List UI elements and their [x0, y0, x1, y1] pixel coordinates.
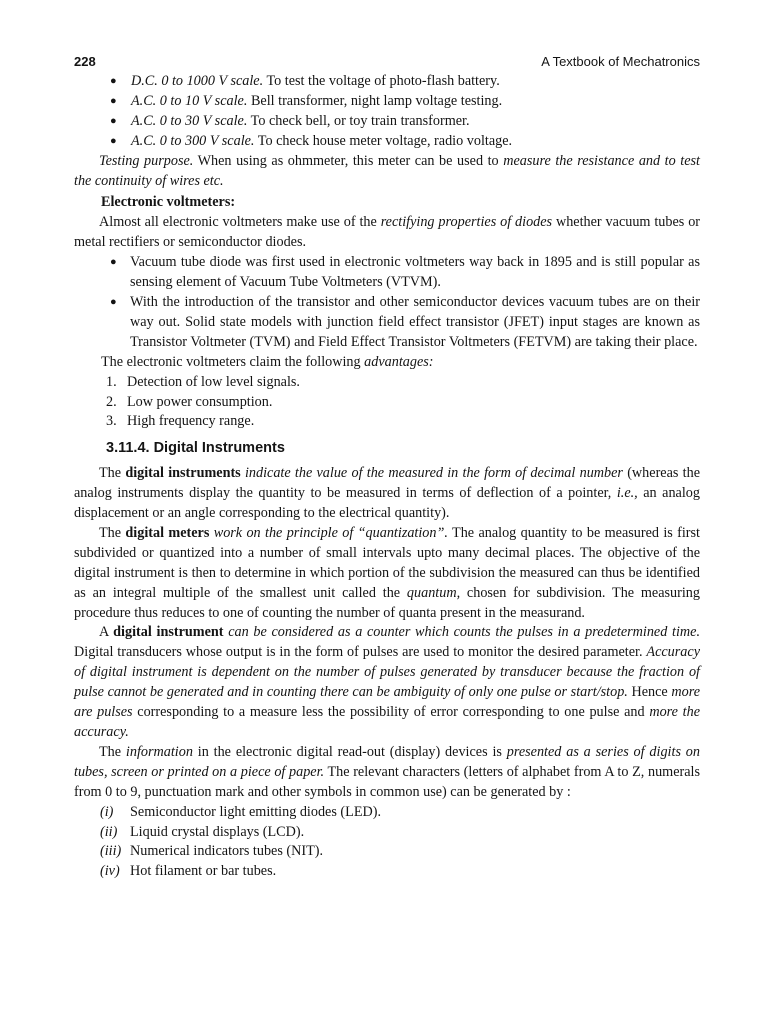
text-run: (whereas the analog instruments display the quantity to be measured in terms of deflection of a pointer, [74, 465, 700, 502]
list-item [74, 862, 700, 882]
list-item [74, 412, 700, 432]
digital-instruments-paragraph [74, 464, 700, 524]
display-devices-list [74, 803, 700, 883]
text-run-italic: quantum, [406, 584, 461, 601]
display-devices-paragraph [74, 743, 700, 803]
section-heading: 3.11.4. Digital Instruments [106, 440, 285, 457]
item-number: 2. [106, 393, 117, 410]
text-run: The [99, 524, 126, 541]
item-number: (iv) [100, 863, 120, 880]
scale-label: A.C. 0 to 10 V scale. [131, 92, 248, 109]
text-run-italic: information [125, 743, 193, 760]
scale-use: To check house meter voltage, radio voltage. [254, 132, 513, 149]
scale-label: D.C. 0 to 1000 V scale. [131, 73, 264, 89]
list-item [74, 72, 700, 92]
digital-meters-paragraph [74, 524, 700, 624]
item-number: (iii) [100, 843, 122, 860]
text-run-bold: digital instrument [113, 624, 224, 641]
scale-use: To check bell, or toy train transformer. [247, 112, 470, 129]
list-item: ● Vacuum tube diode was first used in electronic voltmeters way back in 1895 and is still popular as sensing element of Vacuum Tube Voltmeters (VTVM). [74, 253, 700, 293]
advantages-list [74, 373, 700, 433]
electronic-voltmeter-bullets [74, 253, 700, 353]
text-run: an analog displacement or an angle corresponding to the electrical quantity). [74, 485, 700, 522]
item-number: 1. [106, 373, 117, 390]
item-number: (i) [100, 803, 114, 820]
item-number: (ii) [100, 823, 118, 840]
scale-label: A.C. 0 to 30 V scale. [131, 112, 248, 129]
text-run: The [99, 465, 126, 482]
scale-use: Bell transformer, night lamp voltage testing. [247, 92, 503, 109]
text-run: in the electronic digital read-out (display) devices is [192, 743, 507, 760]
text-run-italic: more the accuracy. [74, 704, 701, 740]
list-item [74, 132, 700, 152]
text-run-italic: indicate the value of the measured in the form of decimal number [244, 465, 623, 482]
text-run: Hence [627, 684, 672, 701]
text-run: The relevant characters (letters of alphabet from A to Z, numerals from 0 to 9, punctuation mark and other symbols in common use) can be generated by : [74, 763, 700, 800]
item-text: High frequency range. [127, 413, 255, 430]
text-run: Digital transducers whose output is in the form of pulses are used to monitor the desired parameter. [74, 644, 647, 661]
item-text: Numerical indicators tubes (NIT). [130, 843, 324, 860]
testing-text: When using as ohmmeter, this meter can be used to [193, 152, 504, 169]
item-text: Detection of low level signals. [127, 373, 300, 390]
list-item: ● With the introduction of the transistor and other semiconductor devices vacuum tubes are on their way out. Solid state models with junction field effect transistor (JFET) input stages are known as Transistor Voltmeter (TVM) and Field Effect Transistor Voltmeters (FETVM) are taking their place. [74, 293, 700, 353]
item-number: 3. [106, 413, 117, 430]
running-title: A Textbook of Mechatronics [541, 54, 700, 69]
text-run: The [99, 743, 126, 760]
testing-purpose-paragraph [74, 152, 700, 192]
page-header [74, 52, 700, 72]
list-item [74, 112, 700, 132]
list-item [74, 393, 700, 413]
electronic-voltmeters-paragraph [74, 213, 700, 253]
text-run: whether vacuum tubes or metal rectifiers or semiconductor diodes. [74, 214, 701, 251]
text-run-italic: advantages: [364, 353, 434, 370]
text-run: The electronic voltmeters claim the following [101, 353, 365, 370]
testing-label: Testing purpose. [99, 152, 194, 169]
item-text: Semiconductor light emitting diodes (LED). [130, 803, 381, 820]
text-run-italic: i.e., [616, 485, 638, 502]
page-number: 228 [74, 54, 96, 69]
text-run: corresponding to a measure less the possibility of error corresponding to one pulse and [132, 704, 650, 721]
text-run: A [99, 624, 114, 641]
list-item [74, 823, 700, 843]
list-item [74, 803, 700, 823]
item-text: Hot filament or bar tubes. [130, 863, 277, 880]
digital-instrument-counter-paragraph [74, 623, 700, 742]
voltage-scale-list [74, 72, 700, 152]
list-item [74, 92, 700, 112]
list-item [74, 373, 700, 393]
testing-italic: measure the resistance and to test the continuity of wires etc. [74, 152, 700, 189]
text-run: Almost all electronic voltmeters make use of the [99, 214, 381, 231]
text-run-italic: can be considered as a counter which counts the pulses in a predetermined time. [228, 624, 700, 641]
list-item [74, 842, 700, 862]
advantages-intro [74, 353, 700, 373]
item-text: Low power consumption. [127, 393, 273, 410]
text-run-italic: rectifying properties of diodes [380, 214, 553, 231]
text-run: The analog quantity to be measured is first subdivided or quantized into a number of small intervals upto many decimal places. The objective of the digital instrument is then to determine in which portion of the subdivision the measured can thus be identified as an integral multiple of the smallest unit called the [74, 524, 700, 601]
text-run-bold: digital meters [125, 524, 210, 541]
text-run-italic: Accuracy of digital instrument is dependent on the number of pulses generated by transducer because the fraction of pulse cannot be generated and in counting there can be ambiguity of only one pulse or start/stop. [74, 644, 700, 701]
text-run-bold: digital instruments [125, 465, 241, 482]
text-run-italic: more are pulses [74, 684, 701, 721]
electronic-voltmeters-heading: Electronic voltmeters: [101, 194, 236, 211]
text-run: chosen for subdivision. The measuring procedure thus reduces to one of counting the number of quanta present in the measurand. [74, 584, 700, 621]
item-text: Liquid crystal displays (LCD). [130, 823, 305, 840]
scale-label: A.C. 0 to 300 V scale. [131, 132, 255, 149]
scale-use: To test the voltage of photo-flash battery. [263, 73, 500, 89]
text-run-italic: work on the principle of “quantization”. [213, 524, 448, 541]
text-run-italic: presented as a series of digits on tubes, screen or printed on a piece of paper. [74, 743, 700, 780]
